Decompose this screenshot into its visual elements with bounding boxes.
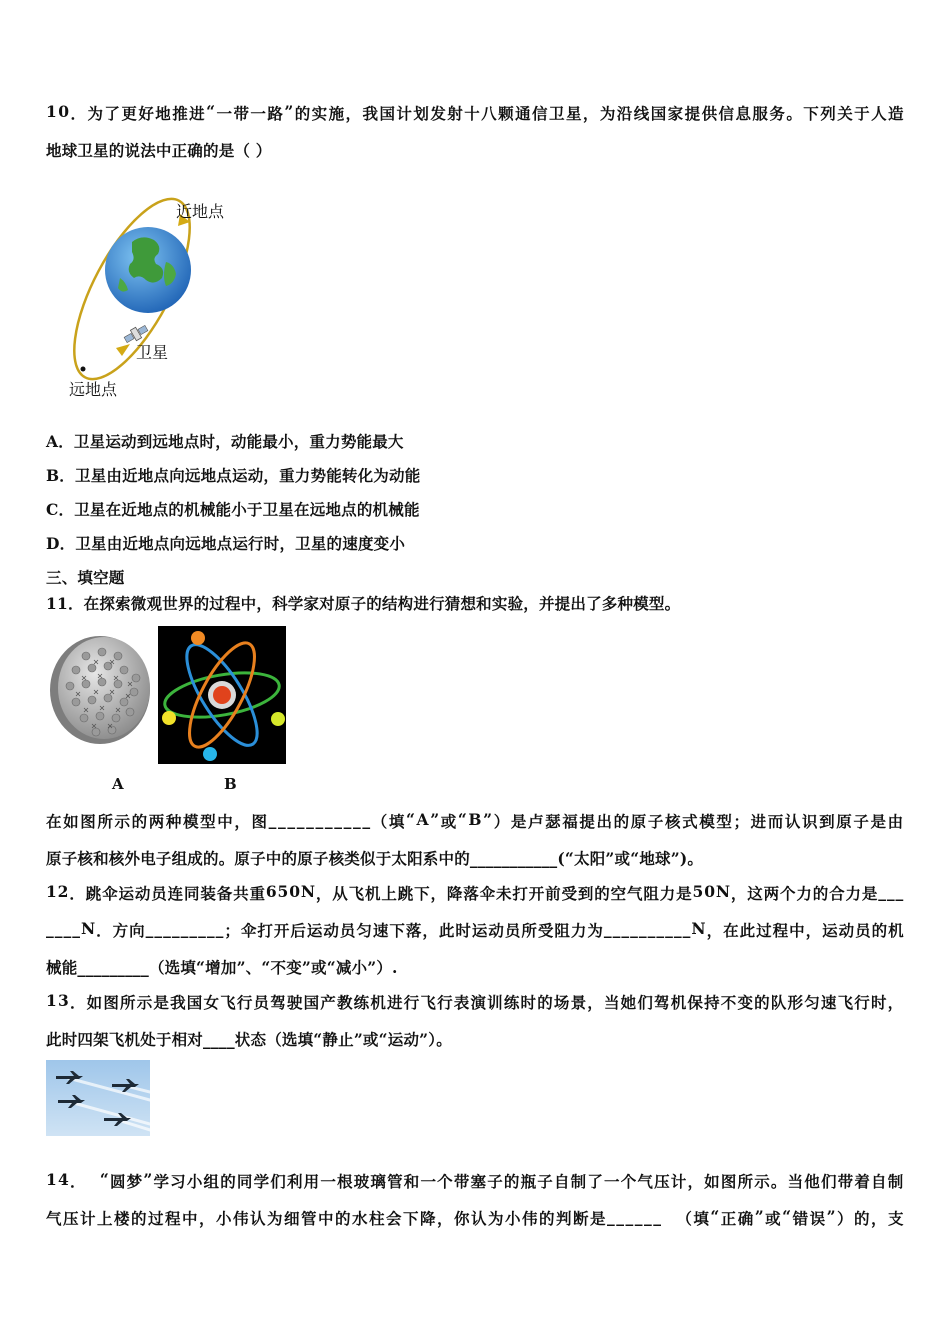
- q11-line1: 11．在探索微观世界的过程中，科学家对原子的结构进行猜想和实验，并提出了多种模型。: [46, 594, 681, 613]
- q11-line3: 原子核和核外电子组成的。原子中的原子核类似于太阳系中的___________(“太阳”或“地球”)。: [46, 849, 704, 868]
- q10-option-c: C．卫星在近地点的机械能小于卫星在远地点的机械能: [46, 500, 420, 519]
- orbit-arrow-bottom: [116, 344, 130, 356]
- q13-line2: 此时四架飞机处于相对____状态（选填“静止”或“运动”）。: [46, 1030, 452, 1049]
- apogee-label: 远地点: [69, 380, 118, 399]
- q12-line1: 1 2 ． 跳 伞 运 动 员 连 同 装 备 共 重 6 5 0 N ， 从 飞 机 上 跳 下 ， 降 落 伞 未 打 开 前 受 到 的 空 气 阻 力 是 5 0 N ， 这 两 个 力 的 合 力 是 _ _ _: [46, 882, 904, 903]
- q11-line2: 在 如 图 所 示 的 两 种 模 型 中 ， 图 _ _ _ _ _ _ _ _ _ _ _ （ 填 “ A ” 或 “ B ” ） 是 卢 瑟 福 提 出 的 原 子 核 式 模 型 ； 进 而 认 识 到 原 子 是 由: [46, 810, 904, 831]
- satellite-label: 卫星: [136, 343, 169, 362]
- model-a-caption: A: [112, 775, 124, 793]
- section-heading: 三、填空题: [46, 568, 125, 587]
- plum-pudding-model-image: [46, 634, 154, 746]
- q12-line2: _ _ _ _ N ． 方 向 _ _ _ _ _ _ _ _ _ ； 伞 打 开 后 运 动 员 匀 速 下 落 ， 此 时 运 动 员 所 受 阻 力 为 _ _ _ _ _ _ _ _ _ _ N ， 在 此 过 程 中 ， 运 动 员 的 机: [46, 919, 904, 940]
- jet-formation-image: [46, 1060, 150, 1136]
- q13-line1: 1 3 ． 如 图 所 示 是 我 国 女 飞 行 员 驾 驶 国 产 教 练 机 进 行 飞 行 表 演 训 练 时 的 场 景 ， 当 她 们 驾 机 保 持 不 变 的 队 形 匀 速 飞 行 时 ，: [46, 991, 904, 1012]
- q10-option-d: D．卫星由近地点向远地点运行时，卫星的速度变小: [46, 534, 406, 553]
- q14-line2: 气 压 计 上 楼 的 过 程 中 ， 小 伟 认 为 细 管 中 的 水 柱 会 下 降 ， 你 认 为 小 伟 的 判 断 是 _ _ _ _ _ _ （ 填 “ 正 确 ” 或 “ 错 误 ” ） 的 ， 支: [46, 1207, 904, 1228]
- q14-line1: 1 4 ． “ 圆 梦 ” 学 习 小 组 的 同 学 们 利 用 一 根 玻 璃 管 和 一 个 带 塞 子 的 瓶 子 自 制 了 一 个 气 压 计 ， 如 图 所 示 。 当 他 们 带 着 自 制: [46, 1170, 904, 1191]
- perigee-label: 近地点: [176, 202, 225, 221]
- apogee-point: [81, 367, 86, 372]
- q12-line3: 械能_________（选填“增加”、“不变”或“减小”）.: [46, 958, 398, 977]
- q10-option-a: A．卫星运动到远地点时，动能最小，重力势能最大: [46, 432, 404, 451]
- nuclear-model-image: [158, 626, 286, 764]
- satellite-orbit-figure: [62, 192, 252, 402]
- q10-option-b: B．卫星由近地点向远地点运动，重力势能转化为动能: [46, 466, 421, 485]
- model-b-caption: B: [224, 775, 237, 793]
- q10-line2: 地球卫星的说法中正确的是（ ）: [46, 141, 272, 160]
- q10-line1: 1 0 ． 为 了 更 好 地 推 进 “ 一 带 一 路 ” 的 实 施 ， 我 国 计 划 发 射 十 八 颗 通 信 卫 星 ， 为 沿 线 国 家 提 供 信 息 服 务 。 下 列 关 于 人 造: [46, 102, 904, 123]
